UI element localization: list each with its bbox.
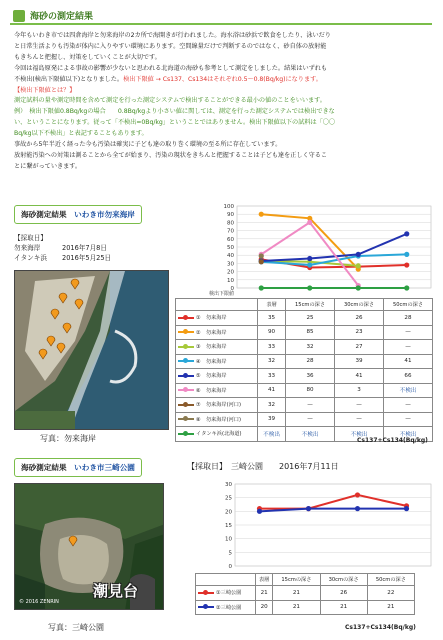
value-cell: 不検出	[258, 427, 286, 442]
row-label	[176, 325, 258, 340]
y-tick-label: 10	[227, 277, 234, 284]
data-point	[307, 285, 312, 290]
row-label-text: ⑤ 勿来海岸	[196, 373, 227, 380]
row-label-text: ② 勿来海岸	[196, 329, 227, 336]
data-point	[306, 506, 311, 511]
data-point	[259, 253, 264, 258]
series-swatch-icon	[178, 375, 194, 377]
row-label-text: ②三崎公園	[216, 604, 242, 611]
y-tick-label: 20	[225, 509, 232, 516]
table-header-cell: 30cmの深さ	[320, 574, 367, 586]
data-point	[307, 256, 312, 261]
row-label-text: ① 勿来海岸	[196, 315, 227, 322]
y-tick-label: 60	[227, 236, 234, 243]
table-header-cell: 15cmの深さ	[273, 574, 320, 586]
y-tick-label: 30	[225, 482, 232, 488]
series-swatch-icon	[178, 331, 194, 333]
row-label	[176, 311, 258, 326]
value-cell: 21	[367, 600, 414, 615]
data-point	[356, 285, 361, 290]
value-cell: 不検出	[383, 383, 432, 398]
intro-line: 放射能汚染への対策は測ることから全てが始まり、汚染の現状をきちんと把握することは子ども達を正しく守るこ	[14, 151, 328, 159]
intro-text	[14, 31, 434, 173]
value-cell: —	[383, 412, 432, 427]
y-tick-label: 50	[227, 245, 234, 251]
y-tick-label: 0	[228, 564, 232, 570]
value-cell: —	[383, 325, 432, 340]
series-swatch-icon	[178, 418, 194, 420]
value-cell: 3	[335, 383, 384, 398]
data-point	[404, 262, 409, 267]
value-cell: 21	[256, 586, 273, 601]
value-cell: 21	[273, 586, 320, 601]
table-header-row	[196, 574, 415, 586]
table-header-cell	[196, 574, 256, 586]
data-point	[257, 509, 262, 514]
row-label	[176, 398, 258, 413]
value-cell: —	[286, 412, 335, 427]
series-swatch-icon	[198, 592, 214, 594]
misaki-results-table	[195, 573, 415, 615]
data-point	[404, 285, 409, 290]
value-cell: —	[335, 412, 384, 427]
value-cell: 32	[258, 354, 286, 369]
table-header-cell	[176, 299, 258, 311]
row-label	[176, 369, 258, 384]
row-label-text: イタンキ浜(北海道)	[196, 431, 242, 438]
table-header-cell: 15cmの深さ	[286, 299, 335, 311]
section1-title	[14, 205, 142, 224]
table-row	[176, 340, 433, 355]
section1-title-prefix: 海砂測定結果	[21, 210, 75, 219]
intro-line: もきちんと把握し、対策をしていくことが大切です。	[14, 53, 161, 61]
definition-line: 例） 検出下限値0.8Bq/kgの場合 0.8Bq/kgより小さい値に関しては、測定を行った測定システムでは検出できな	[14, 108, 335, 116]
intro-line: と日常生活よりも汚染が体内に入りやすい環境にあります。空間線量だけで判断するのではなく、砂自体の放射能	[14, 42, 327, 50]
page-title: 海砂の測定結果	[30, 12, 94, 22]
nakoso-line-chart	[175, 198, 433, 298]
value-cell: 26	[320, 586, 367, 601]
data-point	[404, 231, 409, 236]
section2-title-place: いわき市三崎公園	[74, 463, 135, 472]
y-tick-label: 0	[230, 286, 234, 292]
value-cell: 35	[258, 311, 286, 326]
value-cell: 26	[335, 311, 384, 326]
data-point	[259, 259, 264, 264]
baseline-label: 検出下限値	[208, 291, 234, 297]
data-point	[259, 212, 264, 217]
table-row	[176, 311, 433, 326]
section1-photo-caption: 写真：勿来海岸	[40, 434, 96, 443]
row-label	[196, 600, 256, 615]
data-point	[307, 262, 312, 267]
value-cell: 32	[286, 340, 335, 355]
value-cell: 28	[286, 354, 335, 369]
section2-title-prefix: 海砂測定結果	[21, 463, 75, 472]
value-cell: 90	[258, 325, 286, 340]
row-label-text: ④ 勿来海岸	[196, 358, 227, 365]
section1-title-place: いわき市勿来海岸	[74, 210, 135, 219]
section1-sampling-info	[14, 233, 111, 263]
nakoso-results-table	[175, 298, 433, 442]
value-cell: —	[286, 398, 335, 413]
intro-line: 今年もいわき市では四倉海岸と勿来海岸の2カ所で海開きが行われました。海水浴は砂浜で飲食をしたり、泳いだり	[14, 32, 331, 39]
series-swatch-icon	[178, 317, 194, 319]
table-header-cell: 50cmの深さ	[383, 299, 432, 311]
table-header-row	[176, 299, 433, 311]
y-tick-label: 20	[227, 269, 234, 276]
value-cell: 不検出	[383, 427, 432, 442]
value-cell: 22	[367, 586, 414, 601]
value-cell: 85	[286, 325, 335, 340]
definition-line: Bq/kg以下不検出」と表記することもあります。	[14, 130, 148, 138]
sampling-date: 2016年5月25日	[62, 254, 112, 262]
series-swatch-icon	[178, 346, 194, 348]
value-cell: 39	[335, 354, 384, 369]
sampling-date: 2016年7月8日	[62, 244, 107, 252]
series-swatch-icon	[178, 360, 194, 362]
value-cell: 41	[335, 369, 384, 384]
value-cell: 21	[320, 600, 367, 615]
value-cell: 21	[273, 600, 320, 615]
nakoso-beach-aerial-photo	[14, 270, 169, 430]
section1-unit-label: Cs137+Cs134(Bq/kg)	[357, 437, 428, 444]
y-tick-label: 90	[227, 212, 234, 219]
row-label-text: ③ 勿来海岸	[196, 344, 227, 351]
table-row	[196, 600, 415, 615]
table-row	[176, 398, 433, 413]
data-point	[404, 252, 409, 257]
table-header-cell: 30cmの深さ	[335, 299, 384, 311]
data-point	[356, 252, 361, 257]
table-header-cell: 50cmの深さ	[367, 574, 414, 586]
table-row	[176, 354, 433, 369]
value-cell: 80	[286, 383, 335, 398]
y-tick-label: 100	[223, 204, 234, 210]
intro-line5-prefix: 不検出(検出下限値以下)となりました。	[14, 75, 124, 83]
detection-limit-heading: 【検出下限値とは？】	[14, 86, 76, 94]
value-cell: 不検出	[335, 427, 384, 442]
y-tick-label: 10	[225, 536, 232, 543]
table-row	[176, 369, 433, 384]
row-label	[196, 586, 256, 601]
section2-sampling-info: 【採取日】 三崎公園 2016年7月11日	[187, 462, 339, 471]
sampling-heading: 【採取日】	[14, 234, 47, 242]
intro-line	[14, 75, 434, 86]
intro-line: とに繋がっていきます。	[14, 162, 82, 170]
misaki-park-aerial-photo	[14, 483, 164, 610]
row-label	[176, 427, 258, 442]
value-cell: 25	[286, 311, 335, 326]
value-cell: 23	[335, 325, 384, 340]
header-leaf-icon	[13, 10, 25, 22]
value-cell: 41	[258, 383, 286, 398]
value-cell: 39	[258, 412, 286, 427]
value-cell: 27	[335, 340, 384, 355]
data-point	[259, 285, 264, 290]
table-row	[196, 586, 415, 601]
detection-limit-note: 検出下限値 → Cs137、Cs134はそれぞれ0.5〜0.8(Bq/kg)になります。	[123, 75, 322, 83]
value-cell: 36	[286, 369, 335, 384]
value-cell: 33	[258, 369, 286, 384]
y-tick-label: 80	[227, 220, 234, 227]
row-label	[176, 412, 258, 427]
row-label-text: ①三崎公園	[216, 590, 242, 597]
value-cell: —	[383, 340, 432, 355]
section2-unit-label: Cs137+Cs134(Bq/kg)	[345, 624, 416, 631]
definition-line: 測定試料の量や測定時間を含めて測定を行った測定システムで検出することができる最小の値のことをいいます。	[14, 97, 326, 105]
table-header-cell: 表層	[258, 299, 286, 311]
table-header-cell: 表層	[256, 574, 273, 586]
intro-line: 事故から5年半近く経った今も汚染は確実に子ども達の取り巻く環境の至る所に存在しています。	[14, 141, 282, 149]
value-cell: 32	[258, 398, 286, 413]
series-swatch-icon	[178, 389, 194, 391]
value-cell: 41	[383, 354, 432, 369]
value-cell: —	[383, 398, 432, 413]
data-point	[404, 506, 409, 511]
row-label	[176, 354, 258, 369]
sampling-row	[14, 253, 111, 263]
sampling-place: イタンキ浜	[14, 254, 47, 262]
series-swatch-icon	[178, 433, 194, 435]
map-credit: © 2016 ZENRIN	[19, 599, 59, 605]
table-row	[176, 412, 433, 427]
row-label	[176, 340, 258, 355]
row-label-text: ⑦ 勿来海岸(河口)	[196, 402, 242, 409]
data-point	[355, 492, 360, 497]
row-label-text: ⑥ 勿来海岸	[196, 387, 227, 394]
series-swatch-icon	[178, 404, 194, 406]
data-point	[355, 506, 360, 511]
misaki-line-chart	[195, 478, 435, 573]
table-row	[176, 383, 433, 398]
table-row	[176, 325, 433, 340]
series-swatch-icon	[198, 606, 214, 608]
definition-line: い、ということになります。従って「不検出=0Bq/kg」ということではありません。検出下限値以下の試料は「〇〇	[14, 119, 336, 127]
data-point	[307, 220, 312, 225]
sampling-place: 勿来海岸	[14, 244, 41, 252]
data-point	[356, 263, 361, 268]
photo-overlay-label: 潮見台	[93, 582, 139, 600]
row-label	[176, 383, 258, 398]
value-cell: 20	[256, 600, 273, 615]
y-tick-label: 40	[227, 253, 234, 260]
section2-photo-caption: 写真：三崎公園	[48, 623, 104, 632]
y-tick-label: 5	[228, 550, 232, 557]
y-tick-label: 15	[225, 523, 232, 529]
row-label-text: ⑧ 勿来海岸(河口)	[196, 416, 242, 423]
intro-line: 今回は福島原発による事故の影響が少ないと思われる北海道の海砂も参考として測定をしました。結果はいずれも	[14, 64, 328, 72]
sampling-row	[14, 243, 111, 253]
header-divider	[10, 23, 432, 25]
value-cell: —	[335, 398, 384, 413]
value-cell: 33	[258, 340, 286, 355]
value-cell: 28	[383, 311, 432, 326]
value-cell: 66	[383, 369, 432, 384]
value-cell: 不検出	[286, 427, 335, 442]
y-tick-label: 25	[225, 495, 232, 502]
y-tick-label: 70	[227, 228, 234, 235]
section2-title	[14, 458, 142, 477]
y-tick-label: 30	[227, 261, 234, 268]
